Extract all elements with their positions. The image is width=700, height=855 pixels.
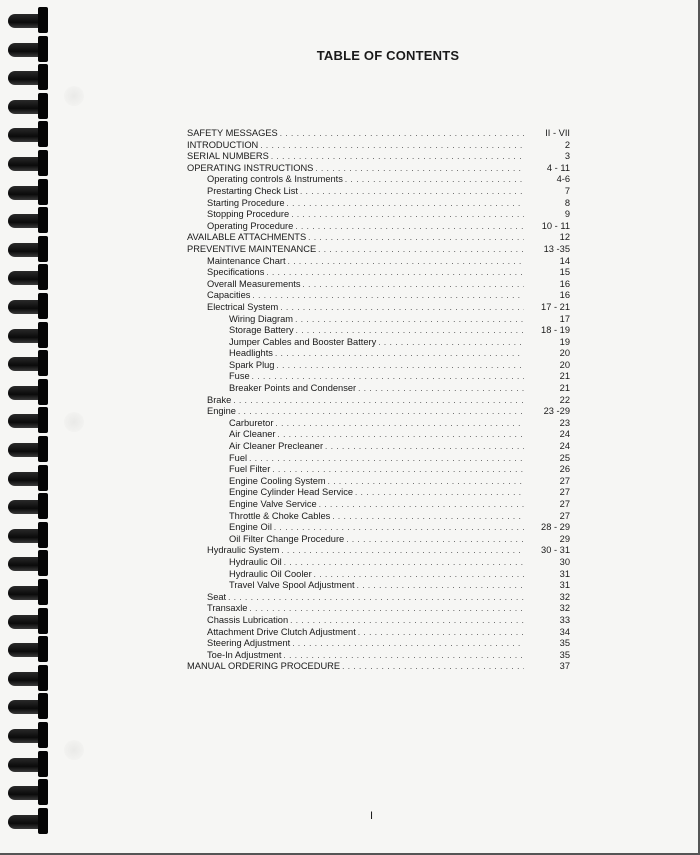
toc-entry-label: Engine	[207, 406, 236, 417]
toc-entry	[187, 499, 570, 511]
toc-entry-page: 22	[559, 394, 570, 405]
dot-leader	[300, 186, 524, 198]
toc-entry-label: Engine Cooling System	[229, 475, 326, 486]
toc-entry-label: Spark Plug	[229, 359, 275, 370]
toc-entry-label: Fuel Filter	[229, 464, 271, 475]
toc-entry-label: Travel Valve Spool Adjustment	[229, 580, 355, 591]
toc-entry	[187, 476, 570, 488]
toc-entry	[187, 314, 570, 326]
dot-leader	[275, 348, 524, 360]
toc-entry-label: Engine Valve Service	[229, 499, 317, 509]
toc-entry	[187, 429, 570, 441]
dot-leader	[252, 371, 524, 383]
toc-entry-page: 29	[559, 533, 570, 544]
toc-entry-page: 18 - 19	[541, 325, 570, 336]
toc-entry-label: Seat	[207, 591, 227, 602]
dot-leader	[260, 140, 524, 152]
toc-entry	[187, 534, 570, 546]
toc-entry-page: 31	[559, 568, 570, 579]
toc-entry	[187, 592, 570, 604]
dot-leader	[288, 256, 524, 268]
toc-entry	[187, 371, 570, 383]
dot-leader	[280, 302, 524, 314]
toc-entry-page: 35	[559, 649, 570, 660]
toc-entry	[187, 244, 570, 256]
toc-entry-label: Jumper Cables and Booster Battery	[229, 336, 377, 347]
dot-leader	[314, 569, 524, 581]
binding-ring	[8, 271, 56, 285]
toc-entry	[187, 290, 570, 302]
toc-entry	[187, 464, 570, 476]
toc-entry-page: II - VII	[545, 128, 570, 138]
dot-leader	[328, 476, 524, 488]
toc-entry-page: 26	[559, 464, 570, 475]
toc-entry-page: 12	[559, 232, 570, 243]
toc-entry-label: Electrical System	[207, 301, 279, 312]
toc-entry-page: 27	[559, 510, 570, 521]
dot-leader	[290, 615, 524, 627]
toc-entry	[187, 337, 570, 349]
dot-leader	[292, 638, 524, 650]
binding-ring	[8, 700, 56, 714]
dot-leader	[291, 209, 524, 221]
dot-leader	[249, 453, 524, 465]
dot-leader	[287, 198, 524, 210]
toc-entry-label: SERIAL NUMBERS	[187, 151, 269, 162]
dot-leader	[276, 360, 524, 372]
toc-entry-label: Steering Adjustment	[207, 638, 291, 649]
toc-entry	[187, 661, 570, 673]
toc-entry	[187, 209, 570, 221]
toc-entry	[187, 441, 570, 453]
punch-hole	[64, 86, 84, 106]
toc-entry-label: Fuel	[229, 452, 248, 463]
toc-entry-page: 23	[559, 417, 570, 428]
toc-entry-page: 4-6	[556, 174, 570, 185]
toc-entry-page: 21	[559, 371, 570, 382]
dot-leader	[252, 290, 524, 302]
toc-entry	[187, 453, 570, 465]
dot-leader	[272, 464, 524, 476]
toc-entry	[187, 418, 570, 430]
toc-entry-label: Breaker Points and Condenser	[229, 383, 357, 394]
dot-leader	[275, 418, 524, 430]
toc-entry	[187, 128, 570, 140]
toc-entry-label: Operating Procedure	[207, 220, 294, 231]
toc-entry-label: Air Cleaner	[229, 429, 276, 440]
toc-entry-label: Oil Filter Change Procedure	[229, 533, 345, 544]
dot-leader	[278, 429, 524, 441]
binding-ring	[8, 500, 56, 514]
table-of-contents	[187, 128, 570, 673]
toc-entry-page: 21	[559, 383, 570, 394]
page-title: TABLE OF CONTENTS	[316, 48, 460, 63]
binding-ring	[8, 815, 56, 829]
toc-entry	[187, 638, 570, 650]
dot-leader	[358, 627, 524, 639]
toc-entry-page: 3	[564, 151, 570, 162]
toc-entry-page: 32	[559, 603, 570, 614]
toc-entry-label: Air Cleaner Precleaner	[229, 441, 324, 452]
toc-entry-page: 2	[564, 139, 570, 150]
punch-hole	[64, 740, 84, 760]
dot-leader	[342, 661, 524, 673]
toc-entry-page: 9	[564, 209, 570, 220]
dot-leader	[295, 221, 524, 233]
toc-entry-label: Hydraulic Oil	[229, 556, 282, 567]
toc-entry	[187, 140, 570, 152]
toc-entry	[187, 302, 570, 314]
dot-leader	[295, 314, 524, 326]
toc-entry	[187, 279, 570, 291]
dot-leader	[378, 337, 524, 349]
toc-entry-label: Maintenance Chart	[207, 255, 286, 266]
toc-entry	[187, 163, 570, 175]
toc-entry-page: 24	[559, 441, 570, 452]
toc-entry-page: 37	[559, 661, 570, 672]
toc-entry	[187, 580, 570, 592]
toc-entry-label: Operating controls & Instruments	[207, 174, 343, 185]
binding-ring	[8, 300, 56, 314]
toc-entry-page: 30	[559, 556, 570, 567]
toc-entry-label: AVAILABLE ATTACHMENTS	[187, 232, 307, 243]
toc-entry-page: 33	[559, 614, 570, 625]
binding-ring	[8, 128, 56, 142]
binding-ring	[8, 243, 56, 257]
toc-entry-page: 27	[559, 487, 570, 498]
dot-leader	[315, 163, 524, 175]
toc-entry-page: 20	[559, 359, 570, 370]
spiral-binding	[0, 0, 70, 855]
toc-entry-page: 32	[559, 591, 570, 602]
toc-entry	[187, 198, 570, 210]
dot-leader	[346, 534, 524, 546]
toc-entry-label: Specifications	[207, 267, 265, 278]
toc-entry	[187, 406, 570, 418]
toc-entry	[187, 232, 570, 244]
binding-ring	[8, 529, 56, 543]
binding-ring	[8, 786, 56, 800]
dot-leader	[345, 174, 524, 186]
toc-entry-label: Engine Oil	[229, 522, 272, 533]
dot-leader	[281, 545, 524, 557]
toc-entry-label: OPERATING INSTRUCTIONS	[187, 162, 314, 173]
toc-entry-page: 25	[559, 452, 570, 463]
toc-entry-label: Fuse	[229, 371, 250, 382]
dot-leader	[308, 232, 524, 244]
binding-ring	[8, 615, 56, 629]
binding-ring	[8, 157, 56, 171]
toc-entry-label: Wiring Diagram	[229, 313, 294, 324]
binding-ring	[8, 71, 56, 85]
dot-leader	[283, 650, 524, 662]
dot-leader	[284, 557, 524, 569]
dot-leader	[233, 395, 524, 407]
binding-ring	[8, 100, 56, 114]
toc-entry	[187, 348, 570, 360]
toc-entry-page: 27	[559, 499, 570, 509]
toc-entry	[187, 151, 570, 163]
toc-entry-label: SAFETY MESSAGES	[187, 128, 278, 138]
dot-leader	[249, 603, 524, 615]
dot-leader	[296, 325, 524, 337]
binding-ring	[8, 357, 56, 371]
toc-entry	[187, 557, 570, 569]
binding-ring	[8, 472, 56, 486]
dot-leader	[303, 279, 524, 291]
toc-entry-page: 30 - 31	[541, 545, 570, 556]
toc-entry-page: 8	[564, 197, 570, 208]
toc-entry-page: 4 - 11	[546, 162, 570, 173]
binding-ring	[8, 557, 56, 571]
dot-leader	[355, 487, 524, 499]
toc-entry-page: 7	[564, 185, 570, 196]
toc-entry	[187, 487, 570, 499]
toc-entry-page: 34	[559, 626, 570, 637]
toc-entry-label: Engine Cylinder Head Service	[229, 487, 354, 498]
binding-ring	[8, 643, 56, 657]
toc-entry-label: Overall Measurements	[207, 278, 301, 289]
toc-entry-label: Throttle & Choke Cables	[229, 510, 331, 521]
toc-entry-page: 17 - 21	[541, 301, 570, 312]
toc-entry-page: 14	[559, 255, 570, 266]
toc-entry	[187, 383, 570, 395]
toc-entry-label: Stopping Procedure	[207, 209, 290, 220]
binding-ring	[8, 758, 56, 772]
toc-entry	[187, 174, 570, 186]
toc-entry	[187, 256, 570, 268]
dot-leader	[318, 244, 524, 256]
binding-ring	[8, 443, 56, 457]
dot-leader	[274, 522, 524, 534]
toc-entry-page: 20	[559, 348, 570, 359]
dot-leader	[325, 441, 524, 453]
toc-entry-label: Chassis Lubrication	[207, 614, 289, 625]
toc-entry-label: Hydraulic Oil Cooler	[229, 568, 312, 579]
toc-entry-page: 17	[559, 313, 570, 324]
page-number: I	[370, 810, 374, 822]
dot-leader	[358, 383, 524, 395]
toc-entry	[187, 569, 570, 581]
binding-ring	[8, 214, 56, 228]
toc-entry-label: Prestarting Check List	[207, 185, 298, 196]
toc-entry-label: Starting Procedure	[207, 197, 285, 208]
toc-entry-page: 27	[559, 475, 570, 486]
binding-ring	[8, 729, 56, 743]
dot-leader	[280, 128, 524, 140]
dot-leader	[238, 406, 524, 418]
toc-entry-page: 31	[559, 580, 570, 591]
punch-hole	[64, 412, 84, 432]
binding-ring	[8, 672, 56, 686]
toc-entry	[187, 603, 570, 615]
dot-leader	[266, 267, 524, 279]
toc-entry-label: Transaxle	[207, 603, 248, 614]
toc-entry-page: 13 -35	[543, 243, 570, 254]
toc-entry-label: Carburetor	[229, 417, 274, 428]
toc-entry	[187, 615, 570, 627]
toc-entry-page: 16	[559, 278, 570, 289]
binding-ring	[8, 586, 56, 600]
toc-entry-page: 15	[559, 267, 570, 278]
toc-entry-label: Brake	[207, 394, 232, 405]
toc-entry	[187, 545, 570, 557]
toc-entry-label: Hydraulic System	[207, 545, 280, 556]
toc-entry	[187, 395, 570, 407]
toc-entry-page: 24	[559, 429, 570, 440]
toc-entry-label: Capacities	[207, 290, 251, 301]
toc-entry-page: 23 -29	[543, 406, 570, 417]
toc-entry-label: Headlights	[229, 348, 273, 359]
toc-entry-label: MANUAL ORDERING PROCEDURE	[187, 661, 341, 672]
toc-entry-label: INTRODUCTION	[187, 139, 259, 150]
toc-entry-page: 35	[559, 638, 570, 649]
dot-leader	[228, 592, 524, 604]
toc-entry	[187, 522, 570, 534]
binding-ring	[8, 186, 56, 200]
toc-entry	[187, 186, 570, 198]
toc-entry-page: 10 - 11	[541, 220, 570, 231]
toc-entry-page: 28 - 29	[541, 522, 570, 533]
toc-entry	[187, 650, 570, 662]
toc-entry	[187, 267, 570, 279]
binding-ring	[8, 414, 56, 428]
toc-entry	[187, 627, 570, 639]
toc-entry-label: Storage Battery	[229, 325, 294, 336]
toc-entry	[187, 511, 570, 523]
toc-entry-label: Toe-In Adjustment	[207, 649, 282, 660]
toc-entry	[187, 221, 570, 233]
toc-entry	[187, 325, 570, 337]
toc-entry-label: Attachment Drive Clutch Adjustment	[207, 626, 356, 637]
toc-entry-label: PREVENTIVE MAINTENANCE	[187, 243, 317, 254]
toc-entry-page: 19	[559, 336, 570, 347]
dot-leader	[271, 151, 524, 163]
dot-leader	[357, 580, 524, 592]
dot-leader	[319, 499, 524, 511]
dot-leader	[332, 511, 524, 523]
binding-ring	[8, 386, 56, 400]
binding-ring	[8, 329, 56, 343]
toc-entry-page: 16	[559, 290, 570, 301]
binding-ring	[8, 14, 56, 28]
toc-entry	[187, 360, 570, 372]
